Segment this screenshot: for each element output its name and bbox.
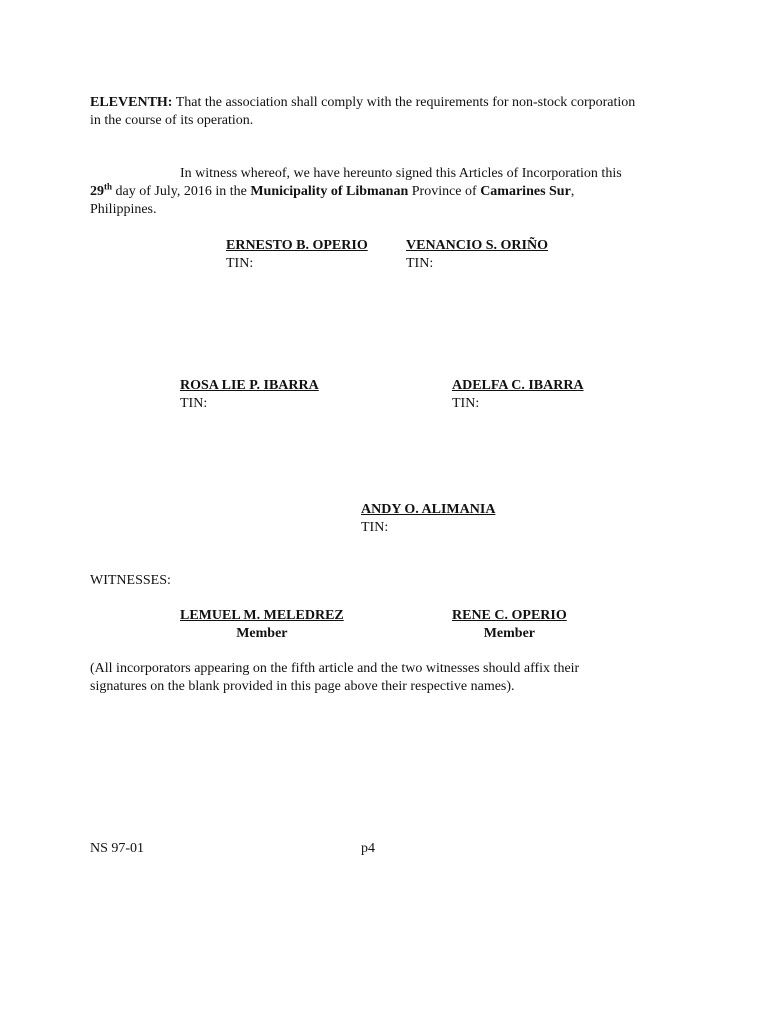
incorporator-block <box>452 377 584 413</box>
clause-text-a: day of July, 2016 in the <box>112 184 251 199</box>
witness-clause-line-1: In witness whereof, we have hereunto signed this Articles of Incorporation this <box>180 166 622 181</box>
witness-clause-line-2 <box>90 183 690 201</box>
witness-block <box>452 607 567 643</box>
eleventh-article <box>90 94 690 130</box>
incorporator-name: VENANCIO S. ORIÑO <box>406 238 548 253</box>
signing-day-suffix: th <box>104 181 113 192</box>
incorporator-name: ANDY O. ALIMANIA <box>361 502 496 517</box>
witness-name: RENE C. OPERIO <box>452 608 567 623</box>
tin-label: TIN: <box>406 256 434 271</box>
incorporator-block <box>180 377 319 413</box>
witness-role: Member <box>483 626 536 641</box>
eleventh-label: ELEVENTH: <box>90 95 173 110</box>
clause-text-b: Province of <box>408 184 481 199</box>
incorporator-block <box>406 237 548 273</box>
province: Camarines Sur <box>480 184 571 199</box>
tin-label: TIN: <box>452 396 480 411</box>
incorporator-name: ADELFA C. IBARRA <box>452 378 584 393</box>
note-line-2: signatures on the blank provided in this page above their respective names). <box>90 679 515 694</box>
eleventh-line-2: in the course of its operation. <box>90 113 254 128</box>
witness-role: Member <box>236 626 288 641</box>
form-code: NS 97-01 <box>90 841 145 856</box>
page-number: p4 <box>361 841 375 856</box>
incorporator-name: ROSA LIE P. IBARRA <box>180 378 319 393</box>
tin-label: TIN: <box>226 256 254 271</box>
tin-label: TIN: <box>361 520 389 535</box>
eleventh-line-1 <box>90 94 690 112</box>
signing-day: 29 <box>90 184 104 199</box>
witness-block <box>180 607 344 643</box>
witness-clause <box>90 165 690 219</box>
tin-label: TIN: <box>180 396 208 411</box>
eleventh-text: That the association shall comply with the requirements for non-stock corporation <box>175 95 636 110</box>
clause-text-c: , <box>570 184 575 199</box>
signature-note <box>90 660 690 696</box>
note-line-1: (All incorporators appearing on the fifth article and the two witnesses should affix their <box>90 661 580 676</box>
incorporator-block <box>226 237 368 273</box>
municipality: Municipality of Libmanan <box>250 184 409 199</box>
witnesses-heading: WITNESSES: <box>90 573 171 588</box>
incorporator-block <box>361 501 495 537</box>
witness-clause-line-3: Philippines. <box>90 202 157 217</box>
incorporator-name: ERNESTO B. OPERIO <box>226 238 368 253</box>
witness-name: LEMUEL M. MELEDREZ <box>180 608 344 623</box>
